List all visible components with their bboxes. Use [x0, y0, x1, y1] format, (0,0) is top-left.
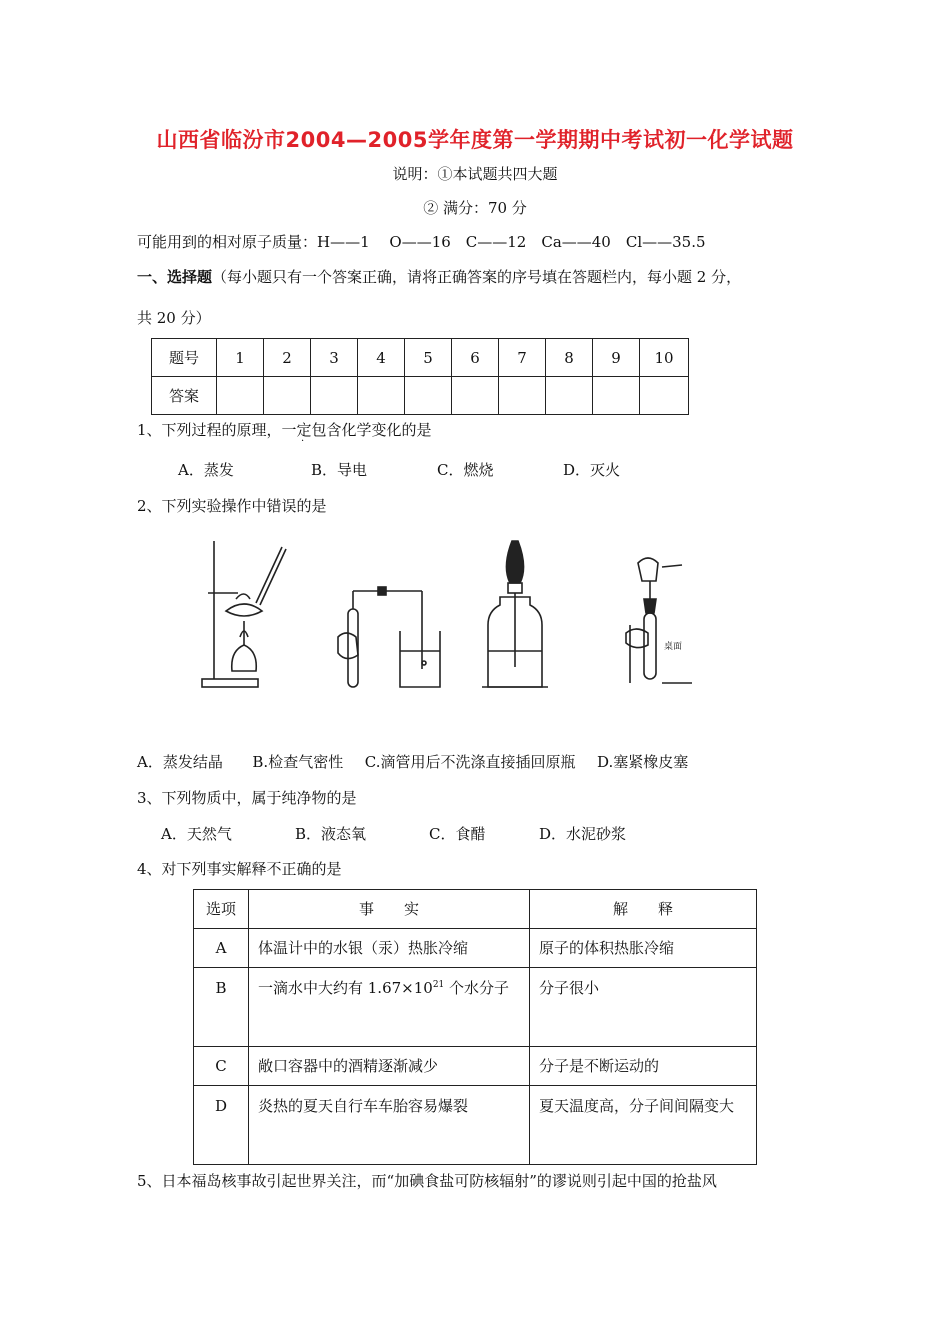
fact-row-option: C	[194, 1047, 249, 1086]
q4-stem: 4、对下列事实解释不正确的是	[137, 860, 342, 878]
lab-operations-figure	[178, 533, 696, 693]
atomic-mass-line: 可能用到的相对原子质量：H——1 O——16 C——12 Ca——40 Cl——35.5	[137, 233, 706, 251]
dropper-bottle-icon	[482, 541, 548, 687]
q1-option-d: D．灭火	[563, 461, 621, 479]
answer-cell[interactable]	[217, 377, 264, 415]
answer-cell[interactable]	[264, 377, 311, 415]
answer-cell[interactable]	[405, 377, 452, 415]
answer-cell[interactable]	[452, 377, 499, 415]
fact-row-b	[194, 968, 757, 1047]
fact-table	[193, 889, 757, 1165]
page-title: 山西省临汾市2004—2005学年度第一学期期中考试初一化学试题	[156, 128, 794, 152]
answer-cell[interactable]	[640, 377, 689, 415]
fact-row-a	[194, 929, 757, 968]
stopper-test-tube-icon	[626, 558, 692, 683]
q1-option-a: A．蒸发	[178, 461, 234, 479]
answer-table-number: 3	[311, 339, 358, 377]
q3-stem: 3、下列物质中，属于纯净物的是	[137, 789, 357, 807]
fact-row-fact	[249, 968, 530, 1047]
fact-header-option: 选项	[194, 890, 249, 929]
fact-row-explain: 分子很小	[530, 968, 757, 1047]
fact-row-option: B	[194, 968, 249, 1047]
answer-table-number: 7	[499, 339, 546, 377]
q2-options	[137, 751, 688, 772]
fact-row-d	[194, 1086, 757, 1165]
answer-table-number: 1	[217, 339, 264, 377]
answer-cell[interactable]	[499, 377, 546, 415]
answer-table-number: 9	[593, 339, 640, 377]
q1-option-c: C．燃烧	[437, 461, 494, 479]
note-line-2: ② 满分：70 分	[423, 199, 527, 217]
q2-stem: 2、下列实验操作中错误的是	[137, 497, 327, 515]
fact-b-text-pre: 一滴水中大约有 1.67×10	[258, 979, 433, 997]
answer-table-header-row	[152, 339, 689, 377]
fact-row-explain: 原子的体积热胀冷缩	[530, 929, 757, 968]
evaporation-apparatus-icon	[202, 541, 286, 687]
q1-stem: 1、下列过程的原理，一定包含化学变化的是	[137, 421, 432, 439]
q2-option-c: C.滴管用后不洗涤直接插回原瓶	[364, 753, 576, 771]
fact-row-explain: 夏天温度高，分子间间隔变大	[530, 1086, 757, 1165]
fact-header-explain: 解 释	[530, 890, 757, 929]
answer-table-header-label: 题号	[152, 339, 217, 377]
answer-table-number: 2	[264, 339, 311, 377]
fact-row-option: D	[194, 1086, 249, 1165]
fact-row-explain: 分子是不断运动的	[530, 1047, 757, 1086]
q2-option-a: A．蒸发结晶	[137, 753, 223, 771]
answer-table-answer-row	[152, 377, 689, 415]
q3-option-b: B．液态氧	[295, 825, 367, 843]
q3-option-d: D．水泥砂浆	[539, 825, 627, 843]
emphasis-dot: ·	[301, 436, 305, 447]
answer-table-number: 8	[546, 339, 593, 377]
q3-option-a: A．天然气	[161, 825, 232, 843]
gas-tightness-apparatus-icon	[338, 587, 440, 687]
fact-row-fact: 体温计中的水银（汞）热胀冷缩	[249, 929, 530, 968]
q1-option-b: B．导电	[311, 461, 368, 479]
section1-instruction-cont: 共 20 分）	[137, 309, 211, 327]
answer-table-number: 4	[358, 339, 405, 377]
fact-row-fact: 炎热的夏天自行车车胎容易爆裂	[249, 1086, 530, 1165]
section1-instruction	[137, 266, 741, 287]
figure-label: 桌面	[664, 642, 683, 652]
fact-b-text-post: 个水分子	[444, 979, 510, 997]
note-line-1: 说明：①本试题共四大题	[392, 165, 558, 183]
answer-table-number: 6	[452, 339, 499, 377]
q2-option-b: B.检查气密性	[252, 753, 344, 771]
fact-header-fact: 事 实	[249, 890, 530, 929]
answer-cell[interactable]	[546, 377, 593, 415]
answer-table	[151, 338, 689, 415]
answer-cell[interactable]	[358, 377, 405, 415]
fact-table-header-row	[194, 890, 757, 929]
fact-row-option: A	[194, 929, 249, 968]
answer-cell[interactable]	[593, 377, 640, 415]
section1-instruction-text: （每小题只有一个答案正确，请将正确答案的序号填在答题栏内，每小题 2 分，	[212, 268, 742, 286]
q5-stem: 5、日本福岛核事故引起世界关注，而“加碘食盐可防核辐射”的谬说则引起中国的抢盐风	[137, 1172, 717, 1190]
q2-option-d: D.塞紧橡皮塞	[597, 753, 689, 771]
fact-b-exponent: 21	[432, 980, 445, 990]
section1-heading: 一、选择题	[137, 268, 213, 286]
answer-cell[interactable]	[311, 377, 358, 415]
q3-option-c: C．食醋	[429, 825, 486, 843]
answer-table-number: 5	[405, 339, 452, 377]
answer-table-number: 10	[640, 339, 689, 377]
answer-table-answer-label: 答案	[152, 377, 217, 415]
fact-row-c	[194, 1047, 757, 1086]
fact-row-fact: 敞口容器中的酒精逐渐减少	[249, 1047, 530, 1086]
